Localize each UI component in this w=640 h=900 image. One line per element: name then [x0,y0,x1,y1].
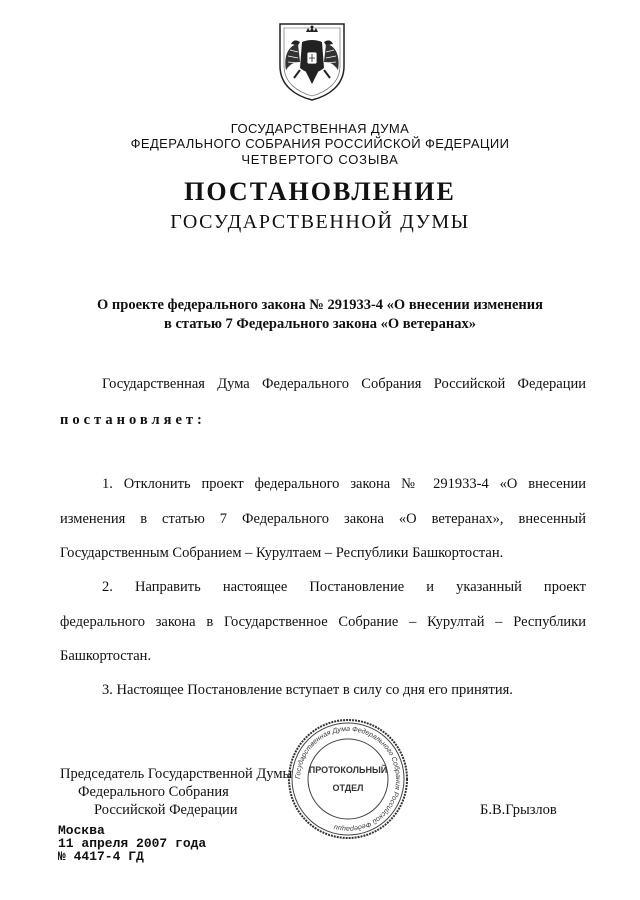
svg-text:Государственная Дума Федеральн [295,726,401,832]
document-subtitle: ГОСУДАРСТВЕННОЙ ДУМЫ [170,211,470,233]
footer-city: Москва [58,823,105,838]
signatory-title-line2: Федерального Собрания [78,784,229,800]
official-stamp [286,717,410,841]
org-name-line2: ФЕДЕРАЛЬНОГО СОБРАНИЯ РОССИЙСКОЙ ФЕДЕРАЦИИ [130,136,510,151]
item1-line1: 1. Отклонить проект федерального закона № 291933-4 «О внесении [102,476,586,492]
convocation-line: ЧЕТВЕРТОГО СОЗЫВА [241,152,399,167]
subject-line1: О проекте федерального закона № 291933-4 «О внесении изменения [97,297,543,313]
stamp-center-top: ПРОТОКОЛЬНЫЙ [308,765,388,775]
stamp-ring-text: Государственная Дума Федерального Собрания Российской Федерации [294,725,402,833]
signatory-title-line1: Председатель Государственной Думы [60,766,293,782]
signatory-name: Б.В.Грызлов [480,802,557,818]
subject-line2: в статью 7 Федерального закона «О ветеранах» [164,316,476,332]
document-title: ПОСТАНОВЛЕНИЕ [184,177,456,206]
footer-date: 11 апреля 2007 года [58,836,207,851]
item2-line3: Башкортостан. [60,648,152,664]
item2-line2: федерального закона в Государственное Собрание – Курултай – Республики [60,614,586,630]
org-name-line1: ГОСУДАРСТВЕННАЯ ДУМА [230,121,410,136]
signatory-title-line3: Российской Федерации [94,802,238,818]
item1-line3: Государственным Собранием – Курултаем – Республики Башкортостан. [60,545,504,561]
footer-number: № 4417-4 ГД [58,849,144,864]
item3-line1: 3. Настоящее Постановление вступает в силу со дня его принятия. [102,682,513,698]
item2-line1: 2. Направить настоящее Постановление и указанный проект [102,579,586,595]
resolves-word: постановляет: [60,412,206,428]
coat-of-arms-icon [272,20,352,102]
preamble-text: Государственная Дума Федерального Собрания Российской Федерации [102,376,586,392]
item1-line2: изменения в статью 7 Федерального закона «О ветеранах», внесенный [60,511,586,527]
stamp-center-bottom: ОТДЕЛ [332,783,364,793]
